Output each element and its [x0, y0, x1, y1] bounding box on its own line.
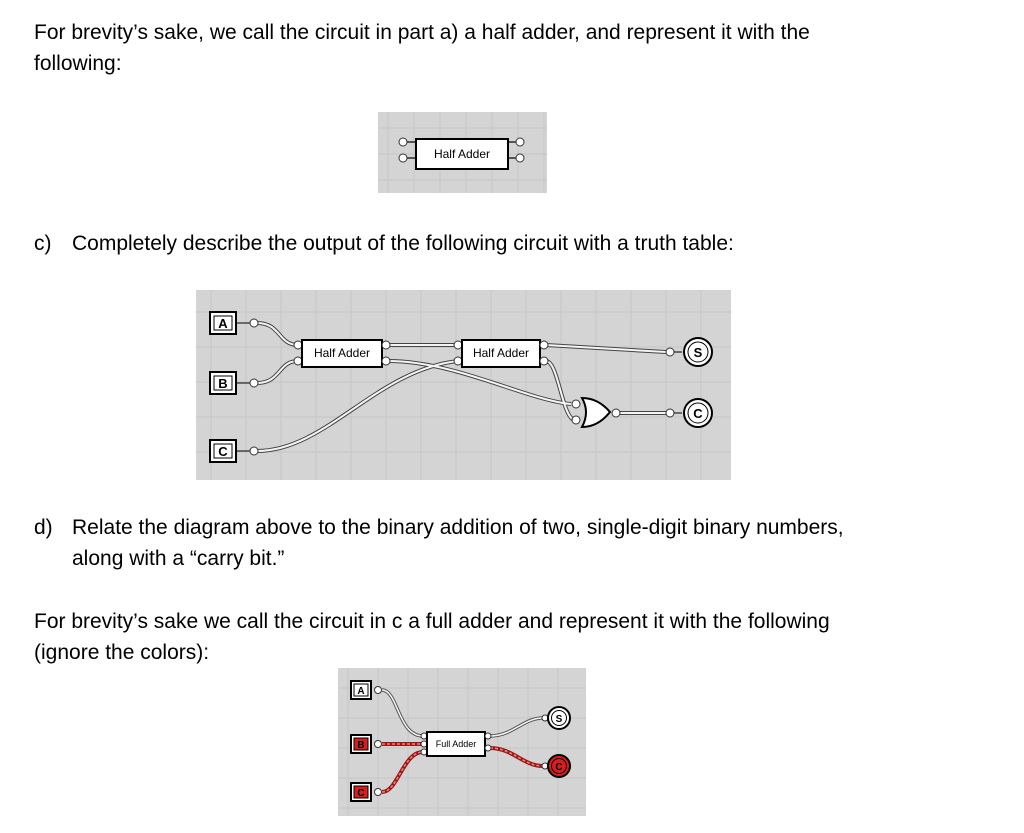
part-c-question: [34, 228, 994, 259]
part-d-line-1: Relate the diagram above to the binary addition of two, single-digit binary numbers,: [72, 516, 844, 539]
fa-input-a-label: A: [357, 686, 365, 697]
fa-input-b-label: B: [357, 740, 365, 751]
input-a-label: A: [218, 316, 228, 331]
full-adder-paragraph: [34, 606, 994, 668]
intro-line-2: following:: [34, 52, 122, 75]
intro-line-1: For brevity’s sake, we call the circuit in part a) a half adder, and represent it with the: [34, 21, 810, 44]
fa-input-c-label: C: [357, 788, 365, 799]
half-adder-1-label: Half Adder: [313, 346, 371, 360]
full-adder-box-label: Full Adder: [435, 739, 477, 749]
input-b-label: B: [218, 376, 228, 391]
half-adder-figure: [378, 112, 547, 193]
part-c-text: Completely describe the output of the following circuit with a truth table:: [72, 232, 734, 255]
half-adder-2-label: Half Adder: [472, 346, 530, 360]
full-adder-circuit-diagram: [196, 290, 731, 480]
part-c-label: c): [34, 232, 52, 255]
intro-paragraph: [34, 17, 994, 79]
part-d-label: d): [34, 516, 53, 539]
full-adder-line-1: For brevity’s sake we call the circuit in c a full adder and represent it with the following: [34, 610, 830, 633]
part-d-question: [34, 512, 994, 574]
output-s-label: S: [693, 345, 703, 360]
full-adder-line-2: (ignore the colors):: [34, 641, 210, 664]
part-d-line-2: along with a “carry bit.”: [72, 547, 285, 570]
full-adder-figure: [338, 668, 586, 816]
fa-output-c-label: C: [555, 762, 563, 773]
fa-output-s-label: S: [555, 714, 563, 725]
output-c-label: C: [693, 406, 703, 421]
input-c-label: C: [218, 444, 228, 459]
half-adder-box-label: Half Adder: [433, 147, 491, 161]
